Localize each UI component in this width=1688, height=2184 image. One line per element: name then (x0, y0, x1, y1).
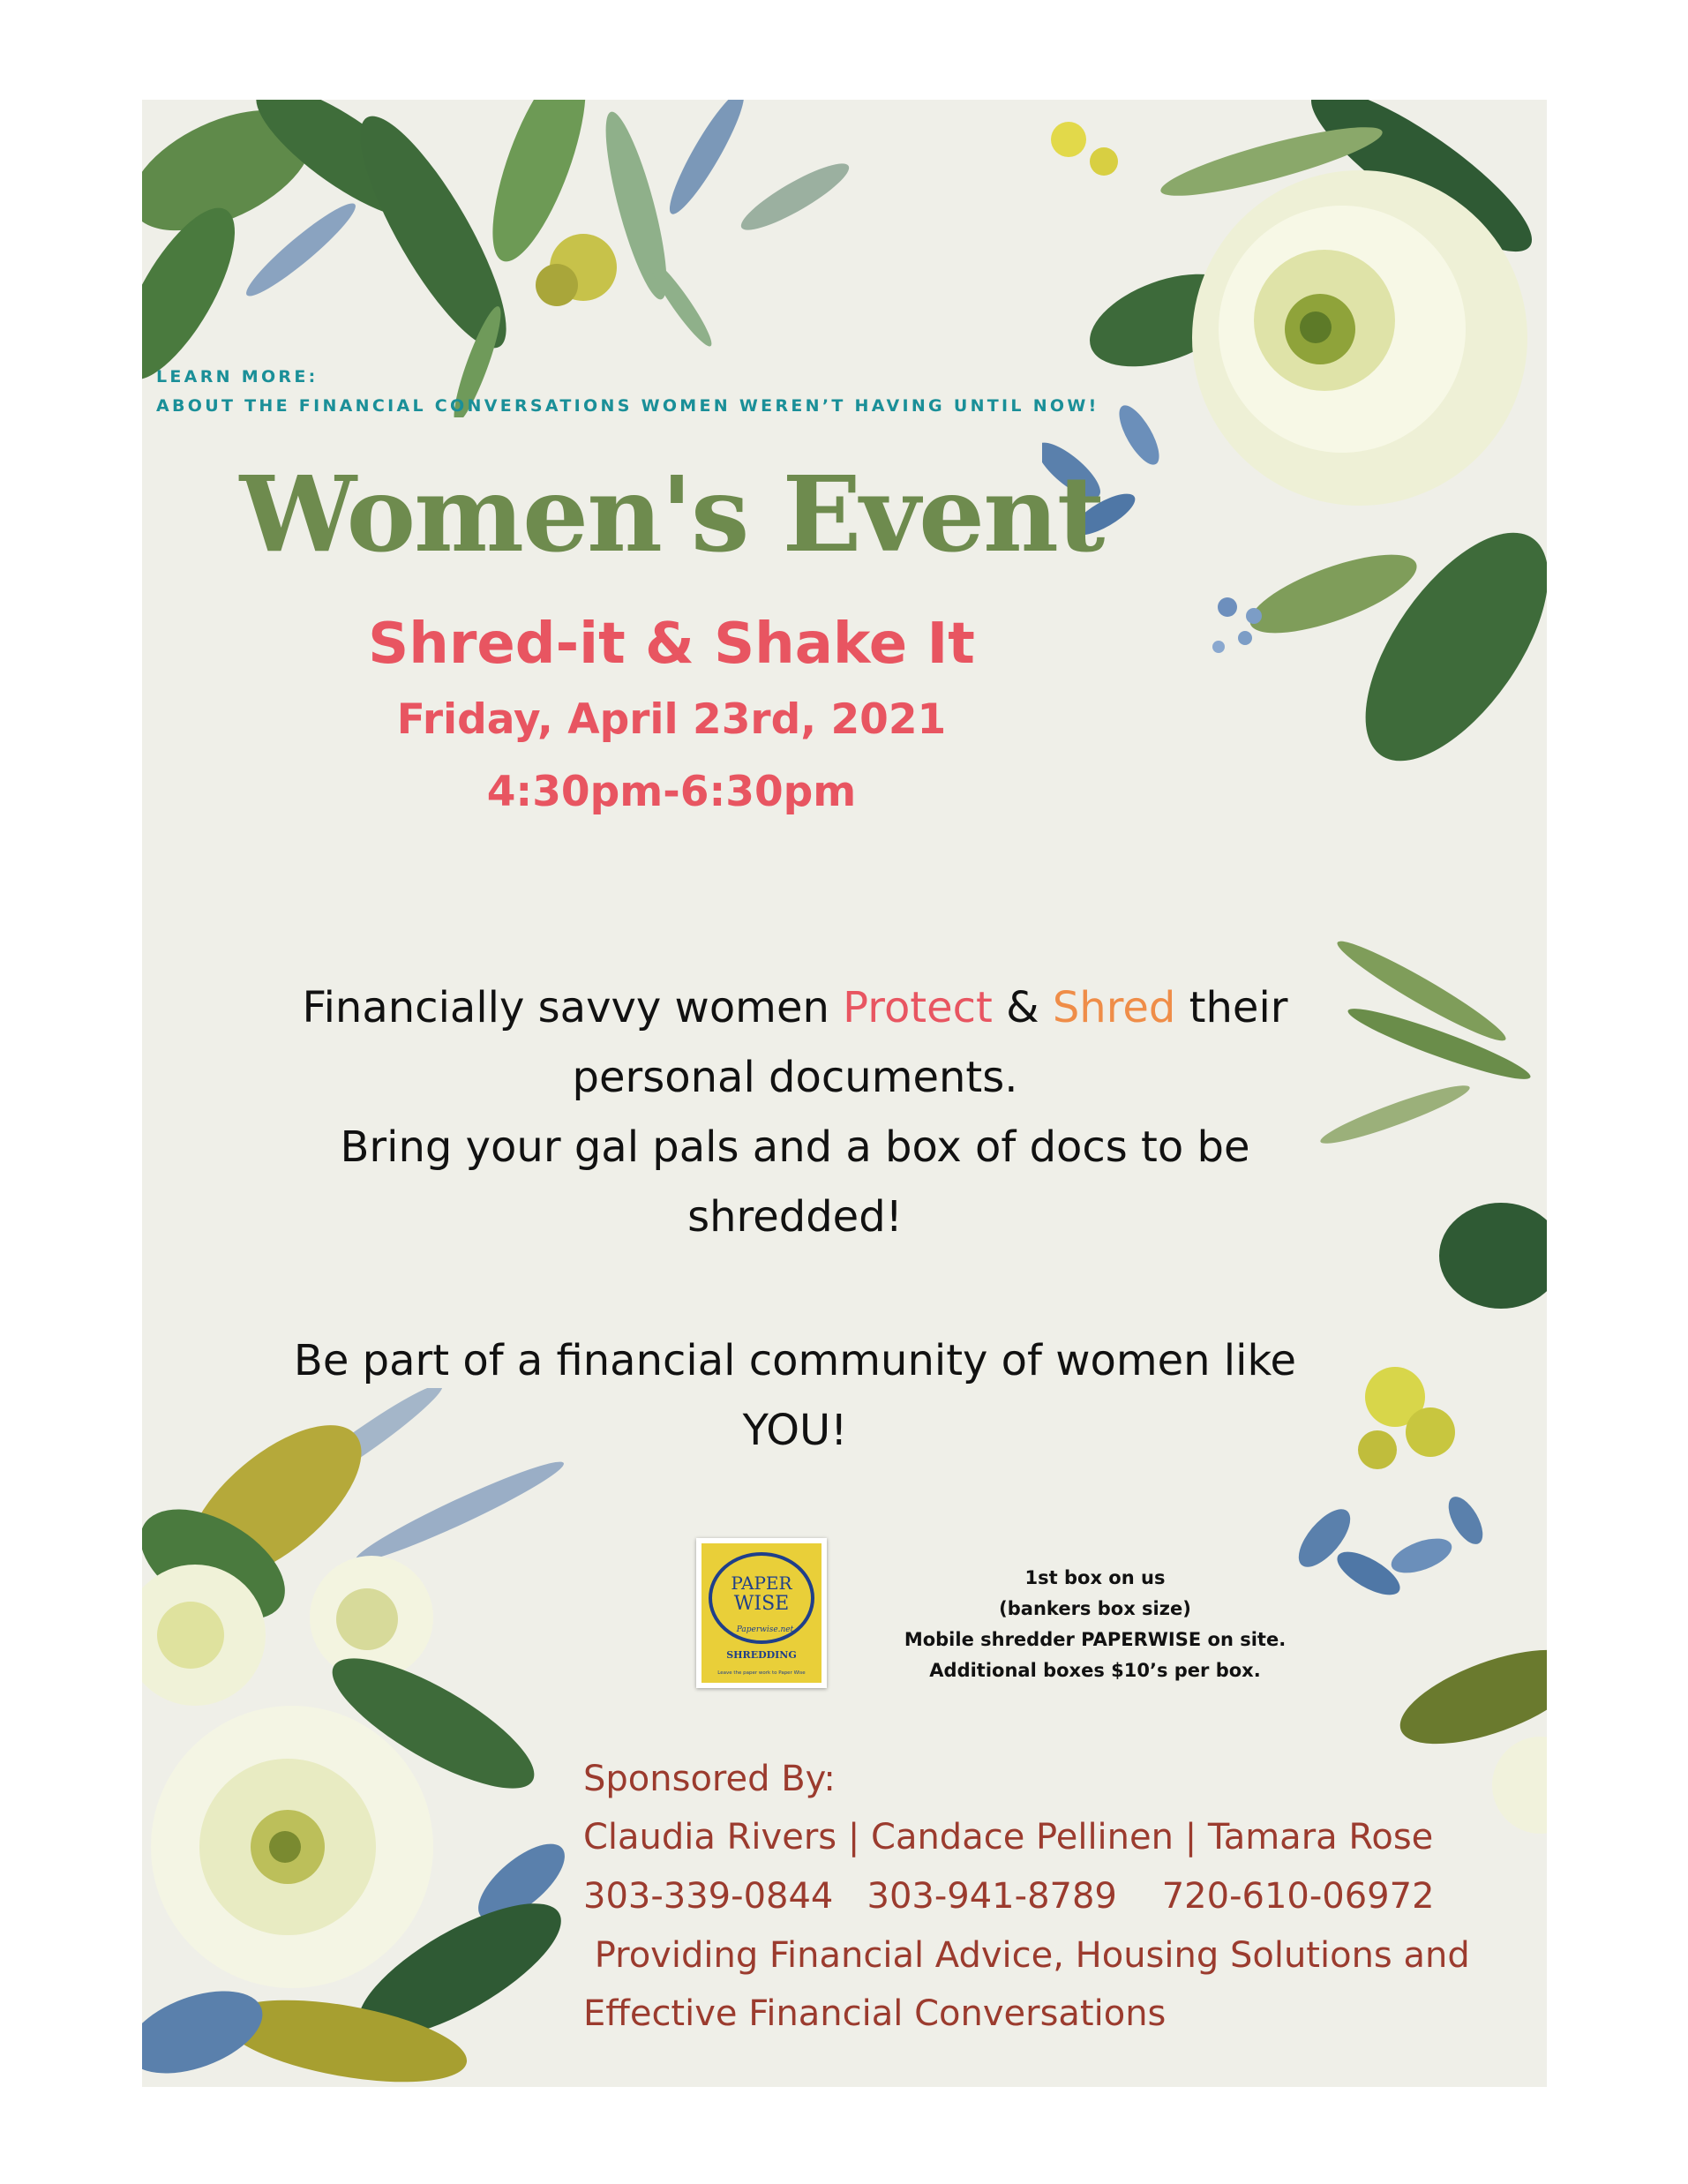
logo-shredding-text: SHREDDING (726, 1649, 797, 1661)
event-flyer (142, 100, 1547, 2087)
paperwise-logo (696, 1538, 827, 1688)
learn-more-tagline: ABOUT THE FINANCIAL CONVERSATIONS WOMEN WEREN’T HAVING UNTIL NOW! (156, 396, 1099, 416)
body-line-4: shredded! (687, 1192, 903, 1242)
details-line-1: 1st box on us (1024, 1567, 1166, 1588)
logo-wise-text: WISE (733, 1593, 790, 1615)
event-date: Friday, April 23rd, 2021 (396, 695, 947, 744)
sponsor-phones: 303-339-0844 303-941-8789 720-610-06972 (583, 1876, 1435, 1917)
body-line-1-text: Financially savvy women (302, 983, 844, 1032)
logo-url-text: Paperwise.net (736, 1625, 794, 1634)
shredding-details (848, 1563, 1342, 1686)
logo-slogan-text: Leave the paper work to Paper Wise (717, 1670, 806, 1676)
body-line-1 (248, 973, 1342, 1043)
sponsor-tagline-2: Effective Financial Conversations (583, 1993, 1167, 2034)
body-paragraph-1 (248, 973, 1342, 1252)
body-line-3: Bring your gal pals and a box of docs to be (340, 1122, 1250, 1172)
body-line-6: YOU! (742, 1406, 848, 1455)
shred-highlight: Shred (1052, 983, 1176, 1032)
logo-paper-text: PAPER (731, 1572, 792, 1594)
floral-bottom-left-decoration (142, 1388, 636, 2087)
learn-more-header (156, 363, 1303, 421)
body-line-1-end: their (1175, 983, 1288, 1032)
protect-highlight: Protect (843, 983, 993, 1032)
details-line-2: (bankers box size) (999, 1598, 1191, 1619)
paperwise-logo-inner (701, 1543, 821, 1683)
body-paragraph-2 (248, 1326, 1342, 1466)
event-time: 4:30pm-6:30pm (486, 768, 857, 816)
event-title: Women's Event (239, 453, 1104, 575)
ampersand-text: & (992, 983, 1053, 1032)
body-line-2: personal documents. (572, 1053, 1018, 1102)
sponsor-names: Claudia Rivers | Candace Pellinen | Tamara Rose (583, 1817, 1434, 1858)
paperwise-logo-art (701, 1543, 821, 1683)
sponsor-tagline-1: Providing Financial Advice, Housing Solutions and (583, 1935, 1470, 1976)
body-line-5: Be part of a financial community of women like (293, 1336, 1297, 1385)
learn-more-label: LEARN MORE: (156, 367, 319, 387)
sponsored-by-heading: Sponsored By: (583, 1759, 836, 1799)
details-line-4: Additional boxes $10’s per box. (929, 1660, 1261, 1681)
details-line-3: Mobile shredder PAPERWISE on site. (904, 1629, 1287, 1650)
event-subtitle: Shred-it & Shake It (368, 612, 975, 677)
floral-top-right-decoration (1042, 100, 1547, 788)
